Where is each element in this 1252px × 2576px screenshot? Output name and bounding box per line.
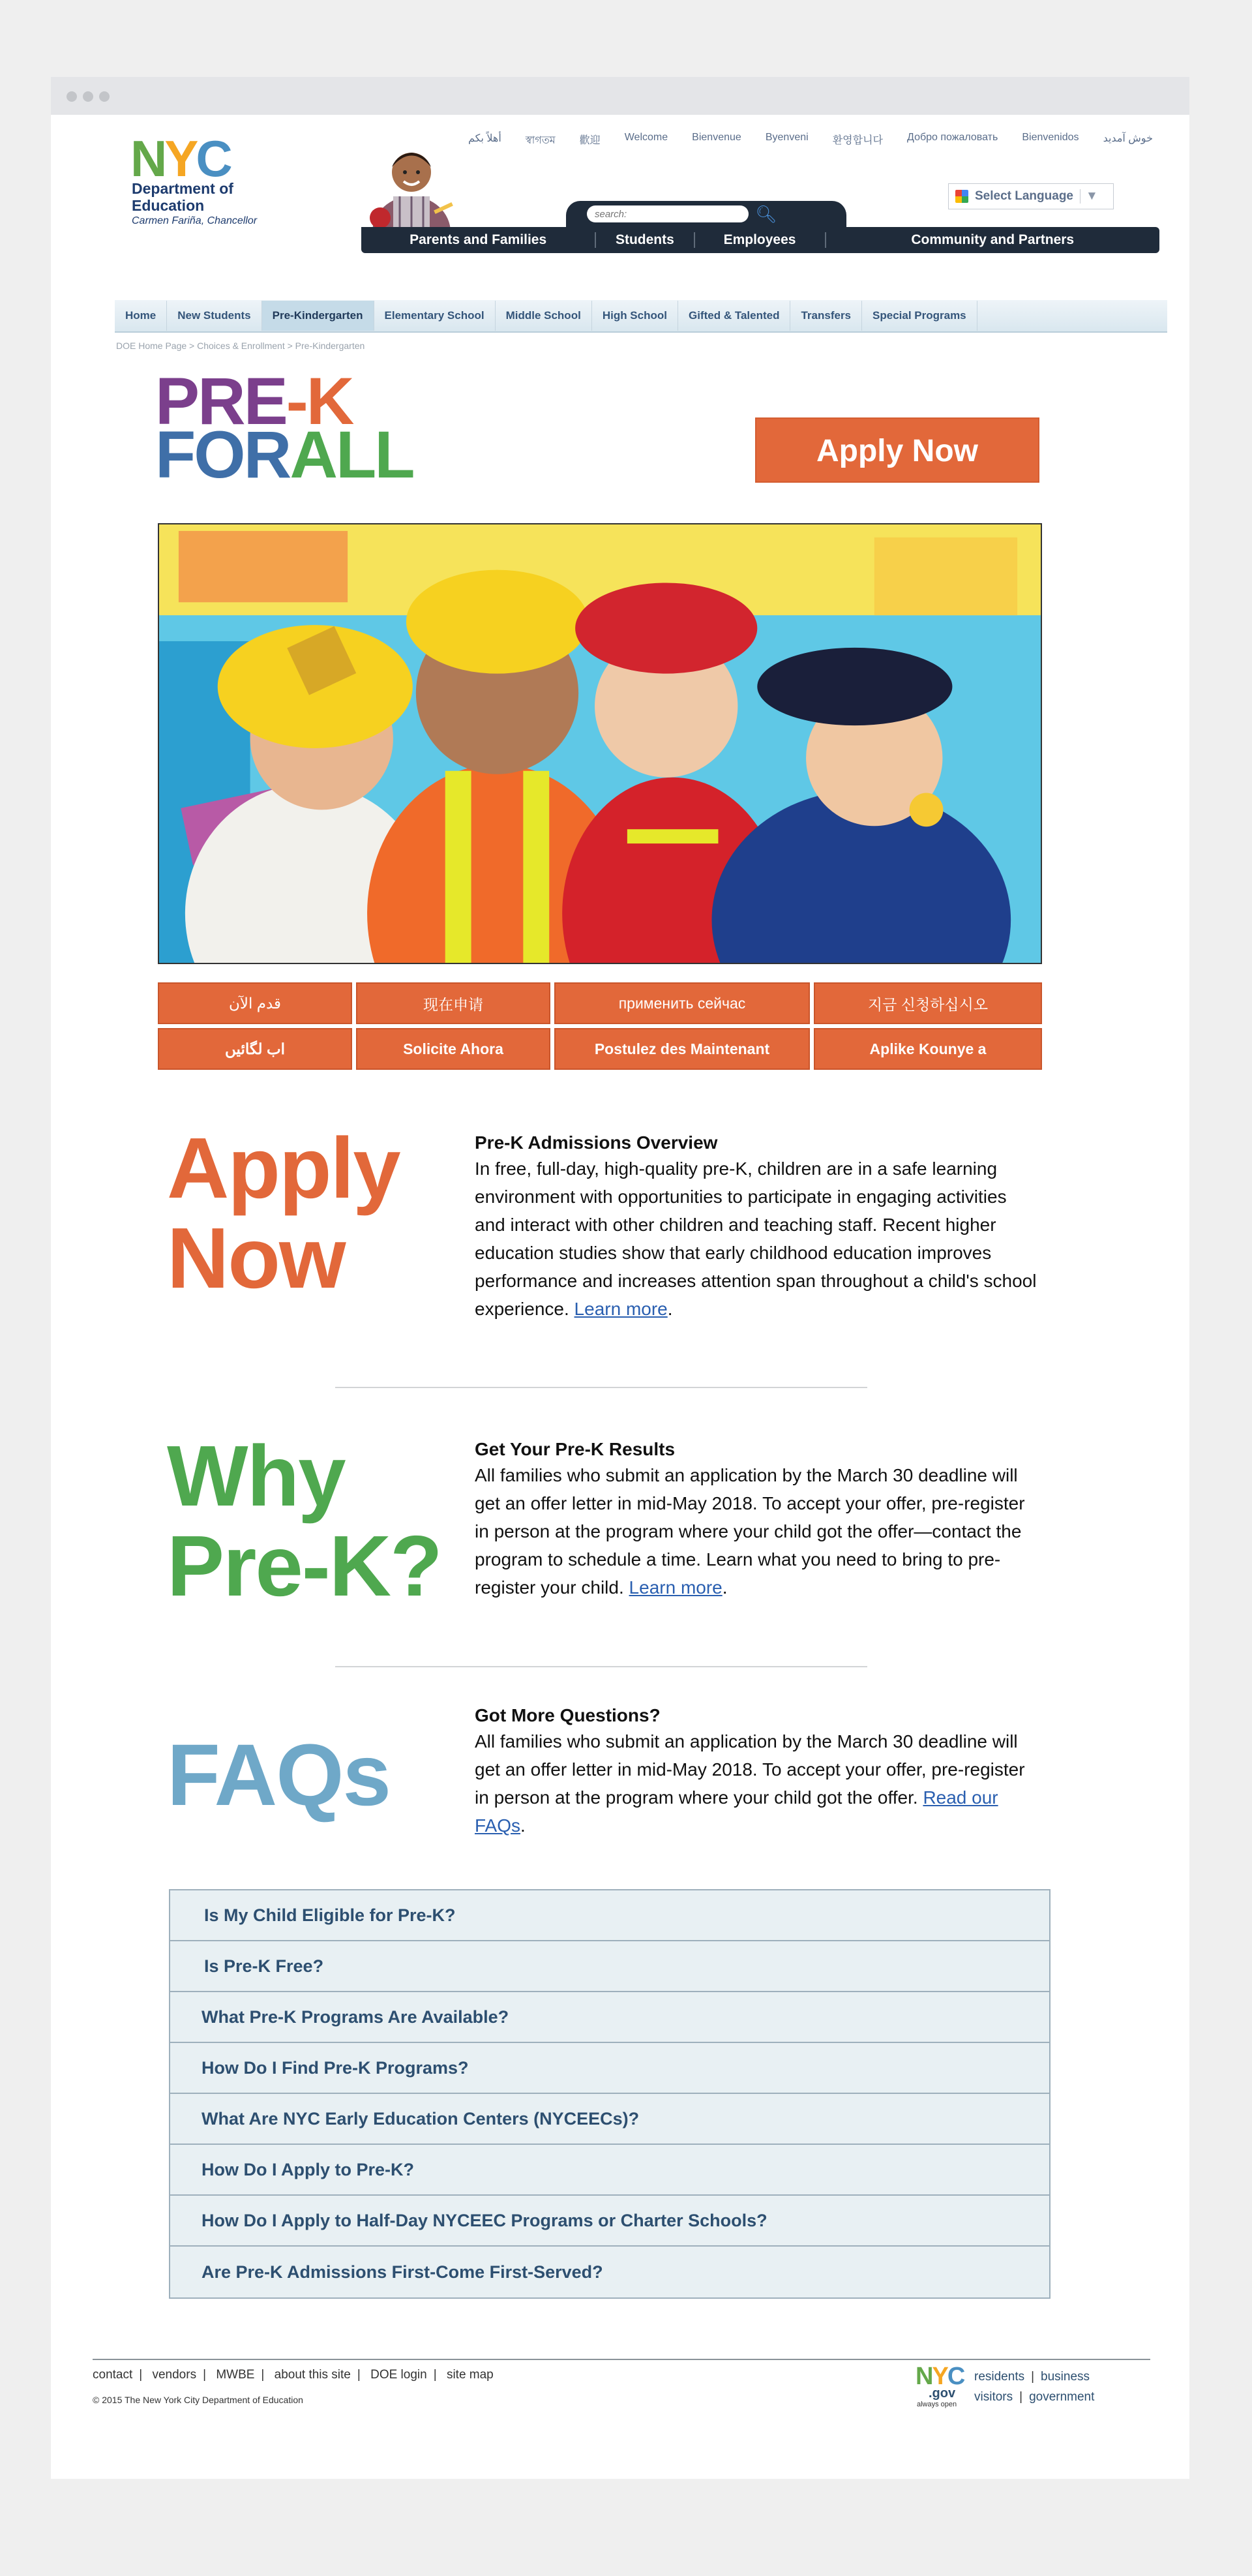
admissions-overview-body: In free, full-day, high-quality pre-K, children are in a safe learning environment with opportunities to participate in engaging activities and interact with other children and teaching staff. Recent higher education studies show that early childhood education improves performance and increases attention span throughout a child's school experience. Learn more.: [475, 1159, 1037, 1319]
footer-link-mwbe[interactable]: MWBE: [216, 2368, 255, 2382]
welcome-link-arabic[interactable]: أهلاً بكم: [468, 133, 501, 144]
audience-nav: [361, 227, 1159, 253]
main-nav-pre-kindergarten[interactable]: Pre-Kindergarten: [262, 301, 374, 331]
nycgov-tagline: always open: [917, 2401, 957, 2408]
more-questions-section: [475, 1704, 1042, 1840]
google-translate-icon: [955, 190, 968, 203]
more-questions-body: All families who submit an application by the March 30 deadline will get an offer letter in mid-May 2018. To accept your offer, pre-register in person at the program where your child got the offer. Read our FAQs.: [475, 1731, 1025, 1836]
footer-divider: [93, 2359, 1150, 2360]
copyright: © 2015 The New York City Department of Education: [93, 2395, 303, 2405]
footer-link-contact[interactable]: contact: [93, 2368, 133, 2382]
language-welcome-links: [468, 132, 1153, 149]
welcome-link-haitian[interactable]: Byenveni: [765, 132, 809, 143]
prek-results-body: All families who submit an application by the March 30 deadline will get an offer letter in mid-May 2018. To accept your offer, pre-register in person at the program where your child got the offer—contact the program to schedule a time. Learn what you need to bring to pre-register your child. Learn more.: [475, 1465, 1025, 1598]
apply-urdu-button[interactable]: اب لگائیں: [158, 1028, 352, 1070]
section-divider: [335, 1666, 867, 1667]
nycgov-link-residents[interactable]: residents: [974, 2370, 1025, 2384]
faq-item[interactable]: How Do I Apply to Half-Day NYCEEC Programs or Charter Schools?: [170, 2196, 1049, 2247]
hero-children-photo: [158, 523, 1042, 964]
more-questions-text: All families who submit an application by the March 30 deadline will get an offer letter in mid-May 2018. To accept your offer, pre-register in person at the program where your child got the offer.: [475, 1731, 1025, 1808]
student-illustration: [361, 134, 458, 232]
nav-parents-and-families[interactable]: Parents and Families: [361, 232, 596, 248]
window-titlebar: [51, 77, 1189, 115]
nyc-logo[interactable]: NYC: [130, 130, 230, 187]
chevron-down-icon: ▼: [1080, 189, 1098, 204]
footer-link-about[interactable]: about this site: [274, 2368, 351, 2382]
chancellor-name: Carmen Fariña, Chancellor: [132, 215, 258, 226]
nycgov-logo[interactable]: NYC: [916, 2363, 964, 2390]
faq-item[interactable]: How Do I Apply to Pre-K?: [170, 2145, 1049, 2196]
apply-language-buttons: [158, 982, 1042, 1074]
main-nav-transfers[interactable]: Transfers: [790, 301, 862, 331]
apply-now-heading-line1: Apply: [167, 1120, 400, 1216]
main-nav-new-students[interactable]: New Students: [167, 301, 261, 331]
prek-results-title: Get Your Pre-K Results: [475, 1439, 676, 1459]
welcome-link-korean[interactable]: 환영합니다: [832, 135, 883, 146]
nav-community-and-partners[interactable]: Community and Partners: [911, 232, 1075, 247]
department-name: Department of Education: [132, 180, 233, 214]
prek-for-all-logo: [155, 364, 413, 492]
welcome-link-chinese[interactable]: 歡迎: [579, 135, 601, 146]
nav-students[interactable]: Students: [596, 232, 694, 248]
main-nav-special-programs[interactable]: Special Programs: [862, 301, 977, 331]
nycgov-link-business[interactable]: business: [1041, 2370, 1090, 2384]
learn-more-link[interactable]: Learn more: [574, 1299, 668, 1319]
welcome-link-english[interactable]: Welcome: [624, 132, 668, 143]
learn-more-link[interactable]: Learn more: [629, 1577, 723, 1598]
prek-logo-dash-k: -K: [286, 364, 353, 438]
faq-item[interactable]: What Pre-K Programs Are Available?: [170, 1992, 1049, 2043]
nycgov-links: residents | business visitors | government: [974, 2370, 1095, 2404]
admissions-overview-text: In free, full-day, high-quality pre-K, children are in a safe learning environment with opportunities to participate in engaging activities and interact with other children and teaching staff. Recent higher education studies show that early childhood education improves performance and increases attention span throughout a child's school experience.: [475, 1159, 1037, 1319]
footer-links: contact | vendors | MWBE | about this site | DOE login | site map: [93, 2368, 494, 2382]
window-close-dot[interactable]: [67, 91, 77, 102]
nycgov-link-government[interactable]: government: [1029, 2390, 1095, 2404]
footer-link-doe-login[interactable]: DOE login: [370, 2368, 427, 2382]
faq-item[interactable]: Is Pre-K Free?: [170, 1941, 1049, 1992]
admissions-overview-title: Pre-K Admissions Overview: [475, 1132, 718, 1153]
apply-language-row-2: [158, 1028, 1042, 1070]
why-prek-heading-line1: Why: [167, 1428, 345, 1524]
faq-item[interactable]: What Are NYC Early Education Centers (NYCEECs)?: [170, 2094, 1049, 2145]
prek-logo-all: ALL: [290, 417, 413, 492]
nav-employees[interactable]: Employees: [695, 232, 826, 248]
admissions-overview-section: [475, 1131, 1042, 1323]
window-maximize-dot[interactable]: [99, 91, 110, 102]
apply-french-button[interactable]: Postulez des Maintenant: [554, 1028, 810, 1070]
apply-korean-button[interactable]: 지금 신청하십시오: [814, 982, 1042, 1024]
prek-logo-for: FOR: [155, 417, 290, 492]
main-nav-home[interactable]: Home: [115, 301, 167, 331]
browser-window: [51, 77, 1189, 2479]
why-prek-heading: [167, 1428, 441, 1614]
nycgov-link-visitors[interactable]: visitors: [974, 2390, 1013, 2404]
apply-now-heading: [167, 1120, 400, 1306]
apply-chinese-button[interactable]: 现在申请: [356, 982, 550, 1024]
apply-spanish-button[interactable]: Solicite Ahora: [356, 1028, 550, 1070]
read-our-faqs-link[interactable]: Read our FAQs: [475, 1787, 998, 1836]
select-language-dropdown[interactable]: [948, 183, 1114, 209]
nycgov-suffix: .gov: [929, 2386, 956, 2401]
select-language-label: Select Language: [975, 189, 1073, 203]
apply-arabic-button[interactable]: قدم الآن: [158, 982, 352, 1024]
faqs-heading: FAQs: [167, 1727, 390, 1824]
prek-logo-line2: [155, 417, 413, 492]
prek-results-section: [475, 1438, 1042, 1601]
more-questions-title: Got More Questions?: [475, 1705, 661, 1725]
welcome-link-bengali[interactable]: স্বাগতম: [525, 135, 556, 146]
faq-item[interactable]: Are Pre-K Admissions First-Come First-Served?: [170, 2247, 1049, 2297]
apply-now-button[interactable]: Apply Now: [755, 417, 1039, 483]
apply-language-row-1: [158, 982, 1042, 1024]
apply-haitian-creole-button[interactable]: Aplike Kounye a: [814, 1028, 1042, 1070]
window-minimize-dot[interactable]: [83, 91, 93, 102]
prek-results-text: All families who submit an application by the March 30 deadline will get an offer letter in mid-May 2018. To accept your offer, pre-register in person at the program where your child got the offer—contact the program to schedule a time. Learn what you need to bring to pre-register your child.: [475, 1465, 1025, 1598]
section-divider: [335, 1387, 867, 1388]
welcome-link-french[interactable]: Bienvenue: [692, 132, 741, 143]
apply-now-heading-line2: Now: [167, 1210, 345, 1306]
main-nav-elementary-school[interactable]: Elementary School: [374, 301, 496, 331]
welcome-link-urdu[interactable]: خوش آمدید: [1103, 133, 1153, 144]
search-icon[interactable]: 🔍︎: [755, 204, 777, 224]
breadcrumb[interactable]: DOE Home Page > Choices & Enrollment > Pre-Kindergarten: [116, 341, 365, 351]
welcome-link-russian[interactable]: Добро пожаловать: [907, 132, 998, 143]
footer-link-site-map[interactable]: site map: [446, 2368, 494, 2382]
welcome-link-spanish[interactable]: Bienvenidos: [1022, 132, 1079, 143]
main-nav: [115, 300, 1167, 333]
faq-accordion: [169, 1889, 1051, 2299]
search-input[interactable]: [587, 205, 749, 222]
why-prek-heading-line2: Pre-K?: [167, 1518, 441, 1614]
apply-russian-button[interactable]: применить сейчас: [554, 982, 810, 1024]
main-nav-gifted-talented[interactable]: Gifted & Talented: [678, 301, 790, 331]
faq-item[interactable]: Is My Child Eligible for Pre-K?: [170, 1890, 1049, 1941]
footer-link-vendors[interactable]: vendors: [152, 2368, 197, 2382]
prek-logo-pre: PRE: [155, 364, 286, 438]
faq-item[interactable]: How Do I Find Pre-K Programs?: [170, 2043, 1049, 2094]
main-nav-high-school[interactable]: High School: [592, 301, 678, 331]
main-nav-middle-school[interactable]: Middle School: [496, 301, 592, 331]
